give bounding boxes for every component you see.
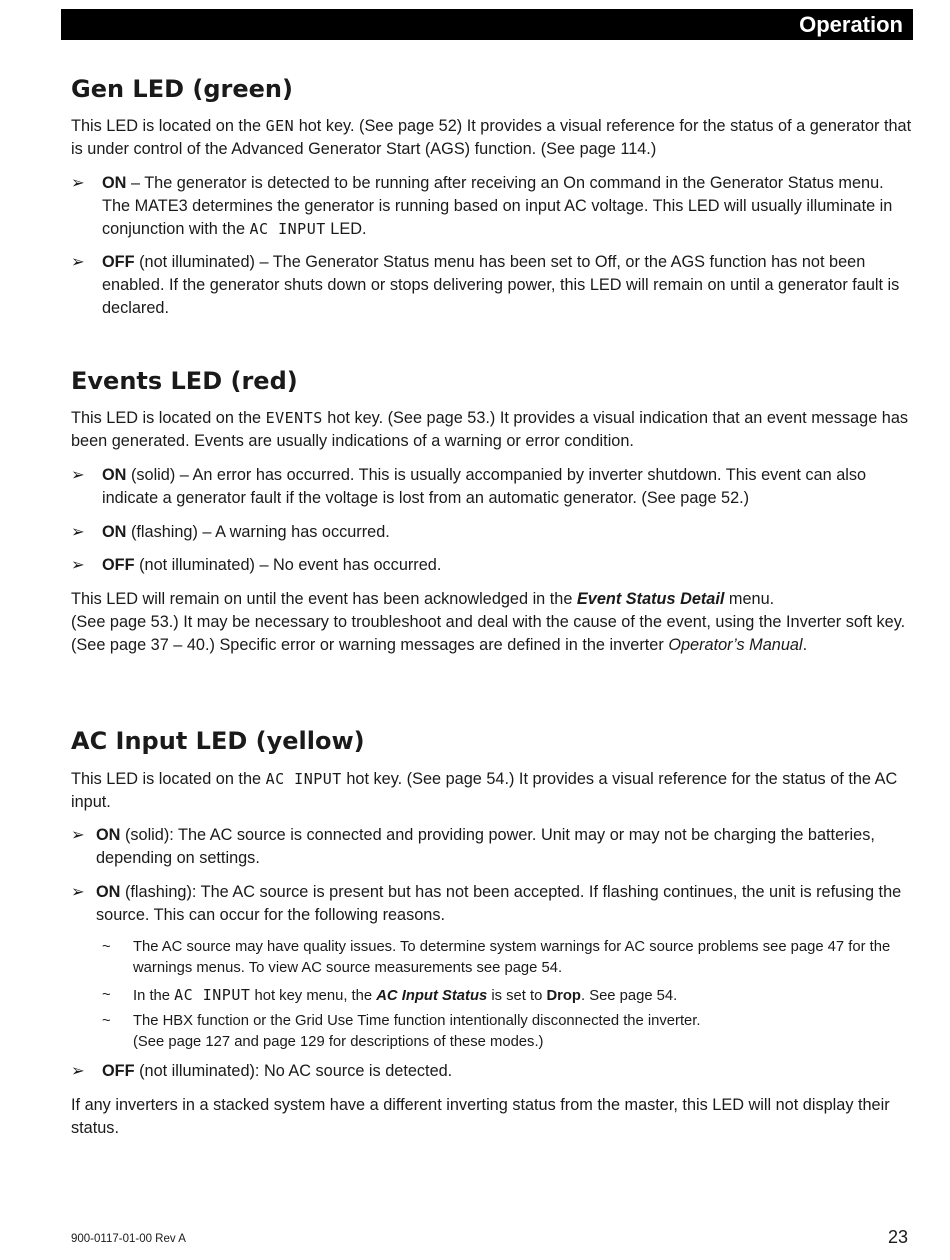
ac-closing-note: If any inverters in a stacked system have a different inverting status from the master, this LED will not display their status. [71,1096,890,1137]
bullet-arrow-icon: ➢ [71,1062,85,1080]
drop-value: Drop [546,988,581,1004]
bullet-arrow-icon: ➢ [71,826,85,844]
ac-input-hotkey-label: AC INPUT [265,770,342,788]
events-note: This LED will remain on until the event has been acknowledged in the Event Status Detail menu. (See page 53.) It may be necessary to troubleshoot and deal with the cause of the event, using the Inverter soft key. (See page 37 – 40.) Specific error or warning messages are defined in the inverter Operator’s Manual. [71,590,906,654]
event-status-detail-menu: Event Status Detail [576,590,725,608]
gen-off-item: ➢ OFF (not illuminated) – The Generator Status menu has been set to Off, or the AGS function has not been enabled. If the generator shuts down or stops delivering power, this LED will remain on until a generator fault is declared. [71,253,900,317]
tilde-bullet-icon: ~ [102,1013,111,1029]
ac-reason-quality: ~ The AC source may have quality issues. To determine system warnings for AC source problems see page 47 for the warnings menus. To view AC source measurements see page 54. [102,939,891,976]
header-bar [61,9,913,40]
gen-led-intro: This LED is located on the GEN hot key. (See page 52) It provides a visual reference for the status of a generator that is under control of the Advanced Generator Start (AGS) function. (See page 114.) [71,117,912,158]
bullet-arrow-icon: ➢ [71,523,85,541]
ac-off-item: ➢ OFF (not illuminated): No AC source is detected. [71,1060,913,1083]
events-led-heading: Events LED (red) [71,367,298,395]
ac-input-key-label: AC INPUT [174,986,251,1004]
bullet-arrow-icon: ➢ [71,253,85,271]
bullet-arrow-icon: ➢ [71,466,85,484]
gen-on-item: ➢ ON – The generator is detected to be running after receiving an On command in the Generator Status menu. The MATE3 determines the generator is running based on input AC voltage. This LED will usually illuminate in conjunction with the AC INPUT LED. [71,174,893,238]
ac-input-led-intro: This LED is located on the AC INPUT hot key. (See page 54.) It provides a visual reference for the status of the AC input. [71,770,898,811]
events-led-intro: This LED is located on the EVENTS hot key. (See page 53.) It provides a visual indication that an event message has been generated. Events are usually indications of a warning or error condition. [71,409,909,450]
events-on-solid-item: ➢ ON (solid) – An error has occurred. This is usually accompanied by inverter shutdown. This event can also indicate a generator fault if the voltage is lost from an automatic generator. (See page 52.) [71,466,867,507]
ac-input-led-heading: AC Input LED (yellow) [71,727,365,755]
ac-input-status-setting: AC Input Status [376,988,488,1004]
page-number: 23 [887,1227,908,1247]
ac-reason-hbx: ~ The HBX function or the Grid Use Time function intentionally disconnected the inverter. (See page 127 and page 129 for descriptions of these modes.) [102,1013,701,1050]
bullet-arrow-icon: ➢ [71,174,85,192]
tilde-bullet-icon: ~ [102,939,111,955]
events-off-item: ➢ OFF (not illuminated) – No event has occurred. [71,554,913,577]
operators-manual-ref: Operator’s Manual [668,636,803,654]
events-on-flashing-item: ➢ ON (flashing) – A warning has occurred. [71,521,913,544]
events-hotkey-label: EVENTS [265,409,323,427]
ac-on-flashing-item: ➢ ON (flashing): The AC source is present but has not been accepted. If flashing continues, the unit is refusing the source. This can occur for the following reasons. [71,883,902,924]
document-code: 900-0117-01-00 Rev A [71,1233,186,1245]
tilde-bullet-icon: ~ [102,987,111,1003]
bullet-arrow-icon: ➢ [71,556,85,574]
section-title: Operation [799,12,903,37]
gen-led-heading: Gen LED (green) [71,75,293,103]
gen-hotkey-label: GEN [265,117,295,135]
bullet-arrow-icon: ➢ [71,883,85,901]
ac-on-solid-item: ➢ ON (solid): The AC source is connected and providing power. Unit may or may not be charging the batteries, depending on settings. [71,826,875,867]
ac-input-key-label: AC INPUT [249,220,326,238]
ac-reason-drop: ~ In the AC INPUT hot key menu, the AC Input Status is set to Drop. See page 54. [102,986,678,1004]
